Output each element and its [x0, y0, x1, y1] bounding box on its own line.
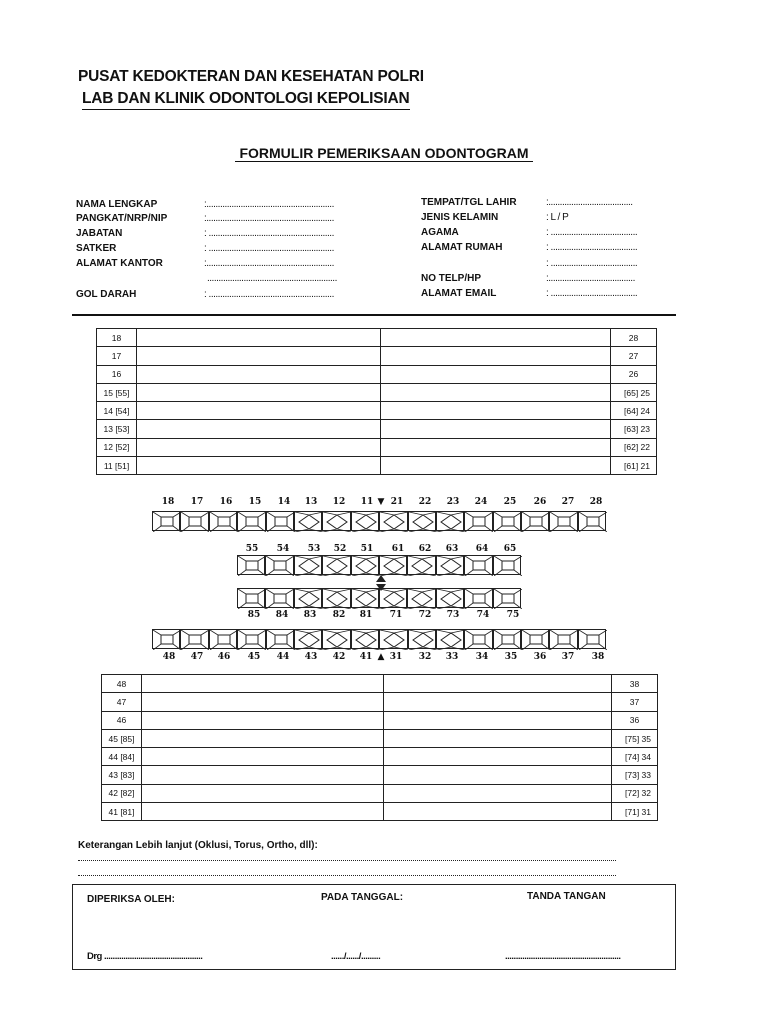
tooth-note-right[interactable]: [381, 329, 611, 347]
incisor-tooth-icon[interactable]: [407, 588, 435, 608]
tooth-note-left[interactable]: [142, 766, 384, 784]
field-religion[interactable]: : ......................................: [546, 227, 638, 238]
tooth-label: 85: [247, 610, 261, 620]
incisor-tooth-icon[interactable]: [436, 511, 464, 531]
incisor-tooth-icon[interactable]: [294, 511, 322, 531]
tooth-label: 36: [533, 652, 547, 662]
molar-tooth-icon[interactable]: [152, 511, 180, 531]
tooth-note-left[interactable]: [142, 711, 384, 729]
tooth-note-right[interactable]: [384, 766, 612, 784]
tooth-number-left: 17: [97, 347, 137, 365]
molar-tooth-icon[interactable]: [152, 629, 180, 649]
notes-line-1[interactable]: [78, 860, 616, 861]
tooth-number-right: [65] 25: [611, 383, 657, 401]
molar-tooth-icon[interactable]: [464, 588, 492, 608]
field-label-phone: NO TELP/HP: [421, 273, 482, 284]
tooth-label: 42: [332, 652, 346, 662]
tooth-note-right[interactable]: [384, 711, 612, 729]
incisor-tooth-icon[interactable]: [436, 629, 464, 649]
molar-tooth-icon[interactable]: [549, 511, 577, 531]
tooth-note-left[interactable]: [137, 402, 381, 420]
table-row: [102, 766, 658, 784]
molar-tooth-icon[interactable]: [464, 629, 492, 649]
table-row: [97, 365, 657, 383]
tooth-label: 15: [248, 497, 262, 507]
lab-name: LAB DAN KLINIK ODONTOLOGI KEPOLISIAN: [82, 90, 410, 110]
tooth-note-right[interactable]: [381, 383, 611, 401]
tooth-note-left[interactable]: [137, 365, 381, 383]
tooth-label: 47: [190, 652, 204, 662]
tooth-label: 65: [503, 544, 517, 554]
tooth-number-left: 12 [52]: [97, 438, 137, 456]
incisor-tooth-icon[interactable]: [408, 629, 436, 649]
tooth-number-right: [71] 31: [612, 803, 658, 821]
field-label-office-address: ALAMAT KANTOR: [76, 258, 163, 269]
tooth-number-left: 47: [102, 693, 142, 711]
incisor-tooth-icon[interactable]: [294, 555, 322, 575]
molar-tooth-icon[interactable]: [493, 511, 521, 531]
tooth-note-left[interactable]: [142, 729, 384, 747]
incisor-tooth-icon[interactable]: [294, 588, 322, 608]
dentist-name-field[interactable]: Drg ..............................................: [87, 951, 203, 962]
tooth-label: 18: [161, 497, 175, 507]
tooth-note-right[interactable]: [381, 457, 611, 475]
tooth-number-left: 44 [84]: [102, 748, 142, 766]
tooth-label: 32: [418, 652, 432, 662]
field-position[interactable]: : .......................................................: [204, 228, 334, 239]
tooth-number-left: 14 [54]: [97, 402, 137, 420]
tooth-note-left[interactable]: [142, 784, 384, 802]
tooth-number-right: 37: [612, 693, 658, 711]
tooth-label: 52: [333, 544, 347, 554]
tooth-note-left[interactable]: [137, 457, 381, 475]
tooth-number-right: 36: [612, 711, 658, 729]
tooth-label: 38: [591, 652, 605, 662]
field-label-unit: SATKER: [76, 243, 117, 254]
tooth-number-left: 16: [97, 365, 137, 383]
molar-tooth-icon[interactable]: [265, 588, 293, 608]
tooth-number-right: [64] 24: [611, 402, 657, 420]
institution-name: PUSAT KEDOKTERAN DAN KESEHATAN POLRI: [78, 68, 424, 85]
field-rank[interactable]: :........................................................: [204, 213, 334, 224]
table-row: [102, 693, 658, 711]
field-phone[interactable]: :......................................: [546, 273, 635, 284]
table-row: [102, 748, 658, 766]
incisor-tooth-icon[interactable]: [351, 555, 379, 575]
incisor-tooth-icon[interactable]: [322, 588, 350, 608]
table-row: [97, 383, 657, 401]
tooth-number-right: [73] 33: [612, 766, 658, 784]
molar-tooth-icon[interactable]: [209, 629, 237, 649]
table-row: [102, 729, 658, 747]
incisor-tooth-icon[interactable]: [379, 629, 407, 649]
table-row: [97, 420, 657, 438]
tooth-number-left: 42 [82]: [102, 784, 142, 802]
molar-tooth-icon[interactable]: [237, 555, 265, 575]
tooth-label: 41: [359, 652, 373, 662]
tooth-label: 13: [304, 497, 318, 507]
upper-permanent-teeth: [152, 511, 606, 531]
tooth-number-right: [72] 32: [612, 784, 658, 802]
tooth-label: 26: [533, 497, 547, 507]
tooth-note-left[interactable]: [142, 675, 384, 693]
table-row: [97, 438, 657, 456]
incisor-tooth-icon[interactable]: [322, 555, 350, 575]
field-label-position: JABATAN: [76, 228, 123, 239]
tooth-label: 62: [418, 544, 432, 554]
tooth-label: 25: [503, 497, 517, 507]
field-label-full-name: NAMA LENGKAP: [76, 199, 158, 210]
tooth-note-left[interactable]: [137, 347, 381, 365]
tooth-label: 45: [247, 652, 261, 662]
form-title: [0, 145, 768, 161]
tooth-number-right: [75] 35: [612, 729, 658, 747]
tooth-number-right: [63] 23: [611, 420, 657, 438]
tooth-label: 82: [332, 610, 346, 620]
molar-tooth-icon[interactable]: [237, 629, 265, 649]
tooth-number-left: 46: [102, 711, 142, 729]
field-label-blood-type: GOL DARAH: [76, 289, 137, 300]
tooth-label: 12: [332, 497, 346, 507]
tooth-note-left[interactable]: [137, 383, 381, 401]
tooth-note-right[interactable]: [384, 803, 612, 821]
tooth-label: 75: [506, 610, 520, 620]
tooth-note-right[interactable]: [384, 675, 612, 693]
tooth-label: 34: [475, 652, 489, 662]
molar-tooth-icon[interactable]: [493, 555, 521, 575]
tooth-label: 51: [360, 544, 374, 554]
notes-label: Keterangan Lebih lanjut (Oklusi, Torus, Ortho, dll):: [78, 840, 318, 851]
field-label-birth: TEMPAT/TGL LAHIR: [421, 197, 517, 208]
tooth-label: 74: [476, 610, 490, 620]
tooth-number-right: 38: [612, 675, 658, 693]
tooth-label: 71: [389, 610, 403, 620]
field-email[interactable]: : ......................................: [546, 288, 638, 299]
lower-permanent-teeth: [152, 629, 606, 649]
molar-tooth-icon[interactable]: [521, 629, 549, 649]
tooth-label: 16: [219, 497, 233, 507]
tooth-label: 61: [391, 544, 405, 554]
table-row: [102, 675, 658, 693]
field-home-address-2[interactable]: : ......................................: [546, 258, 638, 269]
tooth-label: 22: [418, 497, 432, 507]
lower-primary-teeth: [237, 588, 521, 608]
table-row: [102, 784, 658, 802]
incisor-tooth-icon[interactable]: [322, 629, 350, 649]
tooth-label: 64: [475, 544, 489, 554]
tooth-note-right[interactable]: [381, 402, 611, 420]
tooth-number-left: 11 [51]: [97, 457, 137, 475]
tooth-note-left[interactable]: [137, 329, 381, 347]
molar-tooth-icon[interactable]: [180, 629, 208, 649]
tooth-label: 54: [276, 544, 290, 554]
tooth-note-left[interactable]: [137, 438, 381, 456]
signature-box: [72, 884, 676, 970]
field-office-address[interactable]: :........................................................: [204, 258, 334, 269]
incisor-tooth-icon[interactable]: [436, 555, 464, 575]
tooth-number-right: [62] 22: [611, 438, 657, 456]
tooth-label: 73: [446, 610, 460, 620]
tooth-number-left: 15 [55]: [97, 383, 137, 401]
tooth-label: 43: [304, 652, 318, 662]
tooth-note-right[interactable]: [381, 420, 611, 438]
tooth-number-left: 41 [81]: [102, 803, 142, 821]
field-label-rank: PANGKAT/NRP/NIP: [76, 213, 168, 224]
field-unit[interactable]: : .......................................................: [204, 243, 334, 254]
molar-tooth-icon[interactable]: [209, 511, 237, 531]
table-row: [97, 457, 657, 475]
tooth-label: 48: [162, 652, 176, 662]
molar-tooth-icon[interactable]: [464, 555, 492, 575]
table-row: [97, 329, 657, 347]
incisor-tooth-icon[interactable]: [322, 511, 350, 531]
incisor-tooth-icon[interactable]: [379, 555, 407, 575]
tooth-note-left[interactable]: [137, 420, 381, 438]
tooth-note-left[interactable]: [142, 748, 384, 766]
incisor-tooth-icon[interactable]: [351, 629, 379, 649]
field-home-address[interactable]: : ......................................: [546, 242, 638, 253]
field-blood-type[interactable]: : .......................................................: [204, 289, 334, 300]
tooth-label: 35: [504, 652, 518, 662]
tooth-label: 21: [390, 497, 404, 507]
tooth-note-right[interactable]: [381, 438, 611, 456]
tooth-number-right: [61] 21: [611, 457, 657, 475]
tooth-number-right: 26: [611, 365, 657, 383]
tooth-number-right: 27: [611, 347, 657, 365]
molar-tooth-icon[interactable]: [266, 511, 294, 531]
tooth-note-right[interactable]: [384, 693, 612, 711]
tooth-number-right: [74] 34: [612, 748, 658, 766]
tooth-note-right[interactable]: [384, 748, 612, 766]
incisor-tooth-icon[interactable]: [351, 588, 379, 608]
tooth-number-left: 45 [85]: [102, 729, 142, 747]
field-full-name[interactable]: :........................................................: [204, 199, 334, 210]
tooth-label: 17: [190, 497, 204, 507]
tooth-number-left: 13 [53]: [97, 420, 137, 438]
field-label-sex: JENIS KELAMIN: [421, 212, 499, 223]
tooth-number-right: 28: [611, 329, 657, 347]
tooth-label: 31: [389, 652, 403, 662]
incisor-tooth-icon[interactable]: [379, 588, 407, 608]
tooth-note-left[interactable]: [142, 803, 384, 821]
tooth-label: 11: [360, 497, 374, 507]
molar-tooth-icon[interactable]: [237, 588, 265, 608]
tooth-label: 55: [245, 544, 259, 554]
tooth-note-right[interactable]: [384, 729, 612, 747]
tooth-label: 53: [307, 544, 321, 554]
molar-tooth-icon[interactable]: [578, 629, 606, 649]
tooth-label: 63: [445, 544, 459, 554]
tooth-label: 72: [418, 610, 432, 620]
tooth-label: 23: [446, 497, 460, 507]
incisor-tooth-icon[interactable]: [407, 555, 435, 575]
signature-label: TANDA TANGAN: [527, 891, 606, 902]
field-birth[interactable]: :.....................................: [546, 197, 633, 208]
notes-line-2[interactable]: [78, 875, 616, 876]
tooth-label: 46: [217, 652, 231, 662]
date-label: PADA TANGGAL:: [321, 892, 404, 903]
tooth-note-left[interactable]: [142, 693, 384, 711]
incisor-tooth-icon[interactable]: [408, 511, 436, 531]
form-title-text: FORMULIR PEMERIKSAAN ODONTOGRAM: [235, 145, 532, 162]
upper-teeth-table: [96, 328, 657, 475]
field-label-religion: AGAMA: [421, 227, 459, 238]
table-row: [97, 402, 657, 420]
molar-tooth-icon[interactable]: [521, 511, 549, 531]
tooth-label: 33: [445, 652, 459, 662]
table-row: [97, 347, 657, 365]
lower-teeth-table: [101, 674, 658, 821]
tooth-number-left: 43 [83]: [102, 766, 142, 784]
field-label-email: ALAMAT EMAIL: [421, 288, 497, 299]
incisor-tooth-icon[interactable]: [436, 588, 464, 608]
exam-date-field[interactable]: ....../....../.........: [331, 951, 381, 962]
molar-tooth-icon[interactable]: [266, 629, 294, 649]
molar-tooth-icon[interactable]: [464, 511, 492, 531]
tooth-number-left: 48: [102, 675, 142, 693]
tooth-label: 37: [561, 652, 575, 662]
field-label-home-address: ALAMAT RUMAH: [421, 242, 503, 253]
tooth-label: 28: [589, 497, 603, 507]
midline-up-arrow-icon: ▲: [377, 652, 385, 662]
tooth-label: 84: [275, 610, 289, 620]
tooth-label: 81: [359, 610, 373, 620]
tooth-note-right[interactable]: [384, 784, 612, 802]
field-office-address-2[interactable]: .........................................................: [207, 273, 337, 284]
examined-by-label: DIPERIKSA OLEH:: [87, 894, 175, 905]
incisor-tooth-icon[interactable]: [379, 511, 407, 531]
tooth-number-left: 18: [97, 329, 137, 347]
upper-primary-teeth: [237, 555, 521, 575]
incisor-tooth-icon[interactable]: [294, 629, 322, 649]
incisor-tooth-icon[interactable]: [351, 511, 379, 531]
field-sex[interactable]: : L / P: [546, 212, 569, 223]
molar-tooth-icon[interactable]: [265, 555, 293, 575]
tooth-label: 14: [277, 497, 291, 507]
tooth-label: 44: [276, 652, 290, 662]
section-divider: [72, 314, 676, 316]
molar-tooth-icon[interactable]: [578, 511, 606, 531]
molar-tooth-icon[interactable]: [493, 588, 521, 608]
tooth-label: 83: [303, 610, 317, 620]
molar-tooth-icon[interactable]: [180, 511, 208, 531]
tooth-label: 24: [474, 497, 488, 507]
tooth-label: 27: [561, 497, 575, 507]
molar-tooth-icon[interactable]: [493, 629, 521, 649]
tooth-note-right[interactable]: [381, 365, 611, 383]
molar-tooth-icon[interactable]: [237, 511, 265, 531]
table-row: [102, 711, 658, 729]
molar-tooth-icon[interactable]: [549, 629, 577, 649]
midline-down-arrow-icon: ▼: [377, 497, 385, 507]
tooth-note-right[interactable]: [381, 347, 611, 365]
signature-field[interactable]: ......................................................: [505, 951, 621, 962]
table-row: [102, 803, 658, 821]
